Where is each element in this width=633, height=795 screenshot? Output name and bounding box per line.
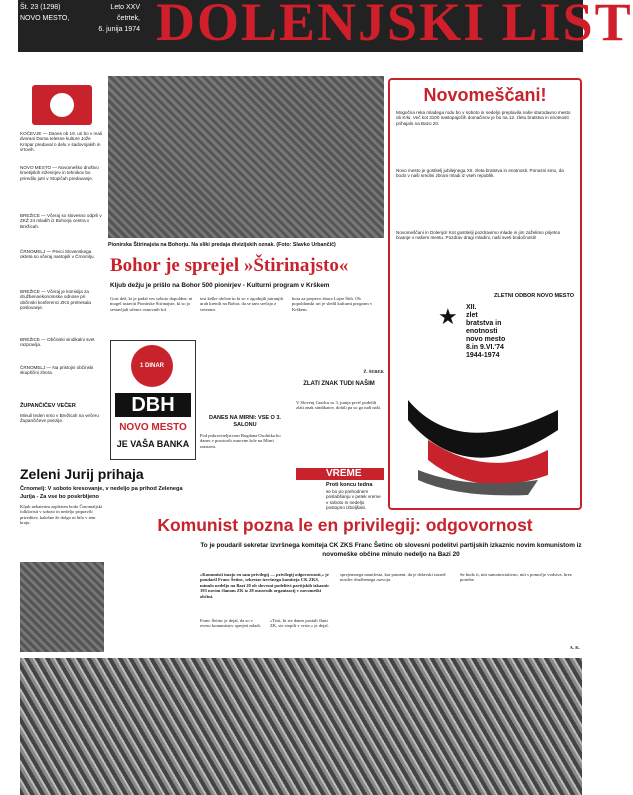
top-photo — [108, 76, 384, 238]
komunist-subtitle: To je poudaril sekretar izvršnega komiteja CK ZKS Franc Šetinc ob slovesni podelitvi partijskih izkaznic novim komunistom iz novomeške občine minulo nedeljo na Bazi 20 — [200, 542, 582, 558]
zeleni-photo — [20, 562, 104, 652]
novomescani-box — [388, 78, 582, 510]
bohor-signature: Ž. ŠEBEK — [363, 369, 384, 374]
bohor-column-3: bora za prepevo zbora Lojze Štih. Ob popoldanski uri je sledil kulturni program v Krškem. — [292, 296, 373, 312]
novomescani-title: Novomeščani! — [423, 85, 547, 105]
brief-crnomelj-1: ČRNOMELJ — Pevci Slovenskega okteta so včeraj nastopili v Črnomlju. — [20, 249, 95, 260]
zlet-emblem — [398, 380, 570, 500]
weather-subtitle: Proti koncu tedna — [326, 482, 373, 488]
brief-heading-zupancic: ŽUPANČIČEV VEČER — [20, 403, 76, 409]
zlet-line-4: enotnosti — [466, 328, 498, 335]
komunist-lead: »Komunisti imajo en sam privilegij — privilegij odgovornosti,« je poudaril Franc Šetinc, sekretar izvršnega komiteja CK ZKS, minulo nedeljo na Bazi 20 ob slovesni podelitvi partijskih izkaznic 195 novim članom ZK iz 28 osnovnih organizacij v novomeški občini. — [200, 572, 330, 599]
brief-kocevje: KOČEVJE — Danes ob 19. uri bo v mali dvorani Doma telesne kulture Jože Kropar predaval o delu v sadovnjakih in vrtovih. — [20, 131, 102, 153]
brief-crnomelj-2: ČRNOMELJ — Na pristojni občinski skupščini zbora. — [20, 365, 94, 376]
brief-brezice-2: BREŽICE — Včeraj je komisija za družbenoekonomske odnose pri občinski konferenci ZKS pretresala poslovanje. — [20, 289, 91, 311]
logo-badge — [32, 85, 92, 125]
masthead — [18, 0, 633, 52]
komunist-column-4: Se bodo ti, niti samoiniciativno, niti s pomočjo vodstva, brez potrebe. — [460, 572, 572, 583]
left-column — [20, 57, 102, 455]
zlet-logo — [466, 304, 574, 370]
bohor-column-1: Gost dež, ki je padal ves soboto dopoldne, ni mogel ustaviti Pionirske Štirinajste, ki so jo sestavljali učenci osnovnih šol. — [110, 296, 193, 312]
novomescani-signature: ZLETNI ODBOR NOVO MESTO — [494, 293, 574, 299]
komunist-column-2: »Tisti, ki ste danes postali člani ZK, ste stopili v vrste,« je dejal. — [270, 618, 329, 629]
zlet-line-2: zlet — [466, 312, 478, 319]
top-photo-caption: Pionirska Štirinajsta na Bohorju. Na sliki predaja divizijskih oznak. (Foto: Slavko Urbančič) — [108, 242, 336, 248]
coin-icon — [131, 345, 173, 387]
issue-date: 6. junija 1974 — [98, 26, 140, 33]
brief-brezice-3: BREŽICE — Občinski sindikalni svet razpravlja. — [20, 337, 95, 348]
zlati-title: ZLATI ZNAK TUDI NAŠIM — [303, 381, 375, 387]
bohor-subtitle: Kljub dežju je prišlo na Bohor 500 pionirjev - Kulturni program v Krškem — [110, 282, 330, 289]
zlet-line-6: 8.in 9.VI.'74 — [466, 344, 504, 351]
brief-zupancic: Minuli teden smo v Brežicah na večeru Župančičeve poezije. — [20, 413, 99, 424]
bank-slogan: JE VAŠA BANKA — [116, 439, 190, 449]
komunist-column-1: Franc Šetinc je dejal, da so v zvezo komunistov sprejeti mladi. — [200, 618, 261, 629]
komunist-column-3: sprejemnega manifesta, kar pomeni, da je delavski razred nosilec družbenega razvoja. — [340, 572, 446, 583]
zlet-line-1: XII. — [466, 304, 477, 311]
brief-brezice-1: BREŽICE — Včeraj so slovesno odprli v ZKŽ 24 mladih iz Bohorja centra v Brežicah. — [20, 213, 102, 229]
bottom-photo — [20, 658, 582, 795]
newspaper-title: DOLENJSKI LIST — [156, 0, 633, 52]
zeleni-title: Zeleni Jurij prihaja — [20, 466, 144, 482]
novomescani-body-2: Novo mesto je gostitelj jubilejnega XII. zleta bratstva in enotnosti. Ponosni smo, da bodo v naši sredini zbrani mladi iz vseh republik. — [396, 168, 564, 179]
bohor-column-2: tesi krške občine in ki so v zgodnjih jutranjih urah krenili na Bohor, da se tam srečajo z veterani. — [200, 296, 283, 312]
weather-body: se bo po prehodnem poslabšanju v petek vreme v soboto in nedeljo postopno izboljšalo. — [326, 489, 381, 511]
bohor-title: Bohor je sprejel »Štirinajsto« — [110, 255, 349, 276]
zlet-line-7: 1944-1974 — [466, 352, 500, 359]
weather-box — [296, 468, 384, 511]
star-icon: ★ — [438, 304, 458, 329]
brief-novo-mesto: NOVO MESTO — Novomeško društvo kmetijskih inženirjev in tehnikov bo priredilo jutri v Stopičah predavanje. — [20, 165, 99, 181]
weather-title: VREME — [326, 468, 362, 479]
bank-brand: DBH — [115, 393, 191, 417]
bank-ad — [110, 340, 196, 460]
zlet-line-5: novo mesto — [466, 336, 506, 343]
place: NOVO MESTO, — [20, 15, 70, 22]
issue-number: Št. 23 (1298) — [20, 4, 61, 11]
volume: Leto XXV — [110, 4, 140, 11]
coin-label: 1 DINAR — [139, 363, 164, 369]
komunist-signature: A. K. — [569, 645, 580, 650]
zlati-body: V Slovenj Gradcu so 3. junija prvič podelili zlati znak sindikatov, dobili pa so ga tudi naši. — [296, 400, 381, 411]
komunist-title: Komunist pozna le en privilegij: odgovornost — [157, 515, 533, 535]
zeleni-body: Kljub nekaterim zapletom bodo Črnomaljski folkloristi v soboto in nedeljo pripravili prireditev, kakršne že dolgo ni bilo v tem kraju. — [20, 504, 103, 526]
weekday: četrtek, — [117, 15, 140, 22]
zlet-line-3: bratstva in — [466, 320, 502, 327]
bank-city: NOVO MESTO — [119, 422, 187, 433]
novomescani-body-1: Mogočna reka mladega rodu bo v soboto in nedeljo preplavila naše starodavno mesto ob Krki. Več kot 3100 nastopajočih domačinov je bo na 12. zletu bratstva in enotnosti prihajalo na Bazo 20. — [396, 110, 571, 126]
danes-title: DANES NA MIRNI: VSE O 3. SALONU — [209, 415, 281, 428]
danes-body: Pod pokroviteljstvom Bogdana Osolnika bo danes v prostorih osnovne šole na Mirni razstava. — [200, 433, 281, 449]
masthead-info — [20, 2, 140, 50]
weather-banner — [296, 468, 384, 480]
novomescani-body-3: Novomeščani in Dolenjci! Kot gostitelji pozdravimo mlade in jim zaželimo prijetno bivanje v našem mestu. Pozdrav dragi mladini, naši sveti bodočnosti! — [396, 230, 561, 241]
zeleni-subtitle: Črnomelj: V soboto kresovanje, v nedeljo pa prihod Zelenega Jurija - Za vse bo poskrbljeno — [20, 486, 183, 500]
